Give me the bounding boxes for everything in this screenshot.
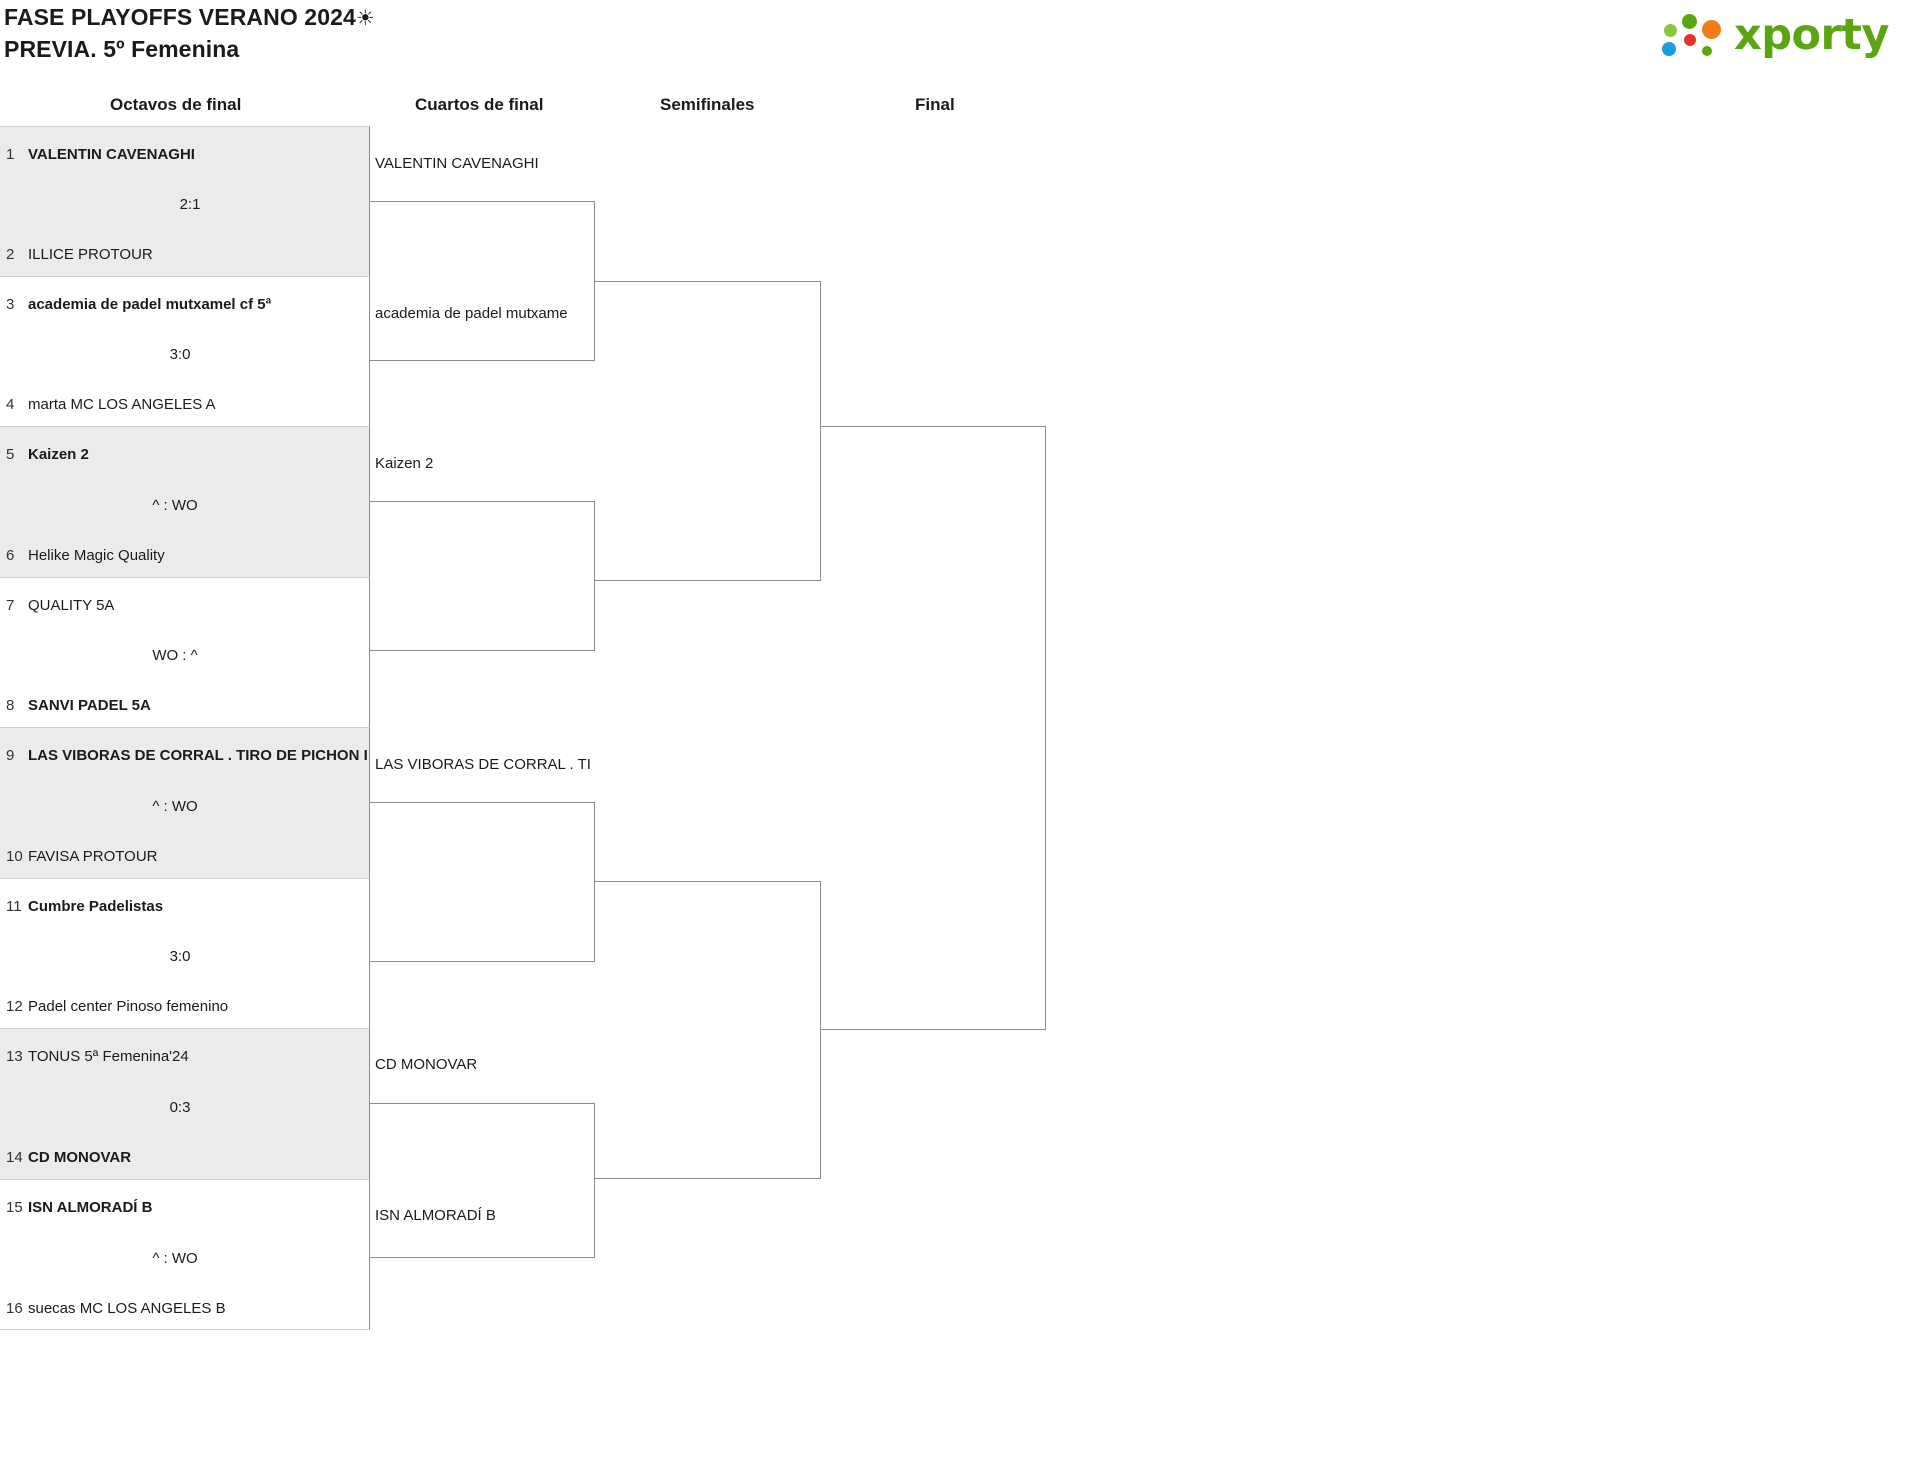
team-name: TONUS 5ª Femenina'24 <box>28 1048 189 1065</box>
connector-qf-1 <box>370 201 595 361</box>
advancer-label-qf1-top: VALENTIN CAVENAGHI <box>375 155 539 172</box>
seed-number: 16 <box>6 1300 23 1317</box>
round-header-final: Final <box>915 95 955 114</box>
round-header-cuartos: Cuartos de final <box>415 95 544 114</box>
team-name: VALENTIN CAVENAGHI <box>28 146 195 163</box>
advancer-label-qf4-bottom: ISN ALMORADÍ B <box>375 1207 496 1224</box>
match-cell-8[interactable] <box>0 1179 370 1330</box>
round-header-octavos: Octavos de final <box>110 95 242 114</box>
team-name: CD MONOVAR <box>28 1149 132 1166</box>
connector-sf-2 <box>595 881 821 1179</box>
match-cell-5[interactable] <box>0 727 370 878</box>
match-cell-7[interactable] <box>0 1028 370 1179</box>
team-name: Kaizen 2 <box>28 446 89 463</box>
connector-final <box>821 426 1046 1030</box>
match-score: 3:0 <box>169 948 191 965</box>
advancer-label-qf2-top: Kaizen 2 <box>375 455 434 472</box>
match-score: ^ : WO <box>152 497 198 514</box>
seed-number: 1 <box>6 146 15 163</box>
seed-number: 8 <box>6 697 15 714</box>
connector-qf-2 <box>370 501 595 651</box>
team-name: ILLICE PROTOUR <box>28 246 153 263</box>
match-cell-2[interactable] <box>0 276 370 426</box>
team-name: Helike Magic Quality <box>28 547 165 564</box>
match-score: 2:1 <box>179 196 201 213</box>
team-name: suecas MC LOS ANGELES B <box>28 1300 226 1317</box>
match-score: WO : ^ <box>152 647 198 664</box>
team-name: LAS VIBORAS DE CORRAL . TIRO DE PICHON I <box>28 747 368 764</box>
seed-number: 15 <box>6 1199 23 1216</box>
seed-number: 12 <box>6 998 23 1015</box>
seed-number: 9 <box>6 747 15 764</box>
team-name: FAVISA PROTOUR <box>28 848 158 865</box>
seed-number: 7 <box>6 597 15 614</box>
match-score: 3:0 <box>169 346 191 363</box>
seed-number: 4 <box>6 396 15 413</box>
seed-number: 11 <box>6 898 22 915</box>
team-name: QUALITY 5A <box>28 597 115 614</box>
connector-qf-3 <box>370 802 595 962</box>
match-cell-4[interactable] <box>0 577 370 727</box>
round-header-semifinales: Semifinales <box>660 95 755 114</box>
team-name: Padel center Pinoso femenino <box>28 998 229 1015</box>
logo-wordmark: xporty <box>1734 10 1889 60</box>
seed-number: 2 <box>6 246 15 263</box>
advancer-label-qf4-top: CD MONOVAR <box>375 1056 478 1073</box>
seed-number: 14 <box>6 1149 23 1166</box>
team-name: ISN ALMORADÍ B <box>28 1199 153 1216</box>
match-cell-1[interactable] <box>0 126 370 276</box>
match-cell-6[interactable] <box>0 878 370 1028</box>
title-main-text: FASE PLAYOFFS VERANO 2024 <box>4 4 356 30</box>
team-name: marta MC LOS ANGELES A <box>28 396 216 413</box>
seed-number: 6 <box>6 547 15 564</box>
match-score: 0:3 <box>169 1099 191 1116</box>
sun-icon: ☀ <box>355 7 375 30</box>
match-cell-3[interactable] <box>0 426 370 577</box>
team-name: SANVI PADEL 5A <box>28 697 151 714</box>
connector-qf-4 <box>370 1103 595 1258</box>
seed-number: 13 <box>6 1048 23 1065</box>
seed-number: 3 <box>6 296 15 313</box>
seed-number: 10 <box>6 848 23 865</box>
team-name: Cumbre Padelistas <box>28 898 164 915</box>
seed-number: 5 <box>6 446 15 463</box>
match-score: ^ : WO <box>152 1250 198 1267</box>
title-line-2: PREVIA. 5º Femenina <box>4 36 240 62</box>
advancer-label-qf1-bottom: academia de padel mutxame <box>375 305 568 322</box>
advancer-label-qf3-top: LAS VIBORAS DE CORRAL . TI <box>375 756 591 773</box>
match-score: ^ : WO <box>152 798 198 815</box>
team-name: academia de padel mutxamel cf 5ª <box>28 296 272 313</box>
connector-sf-1 <box>595 281 821 581</box>
